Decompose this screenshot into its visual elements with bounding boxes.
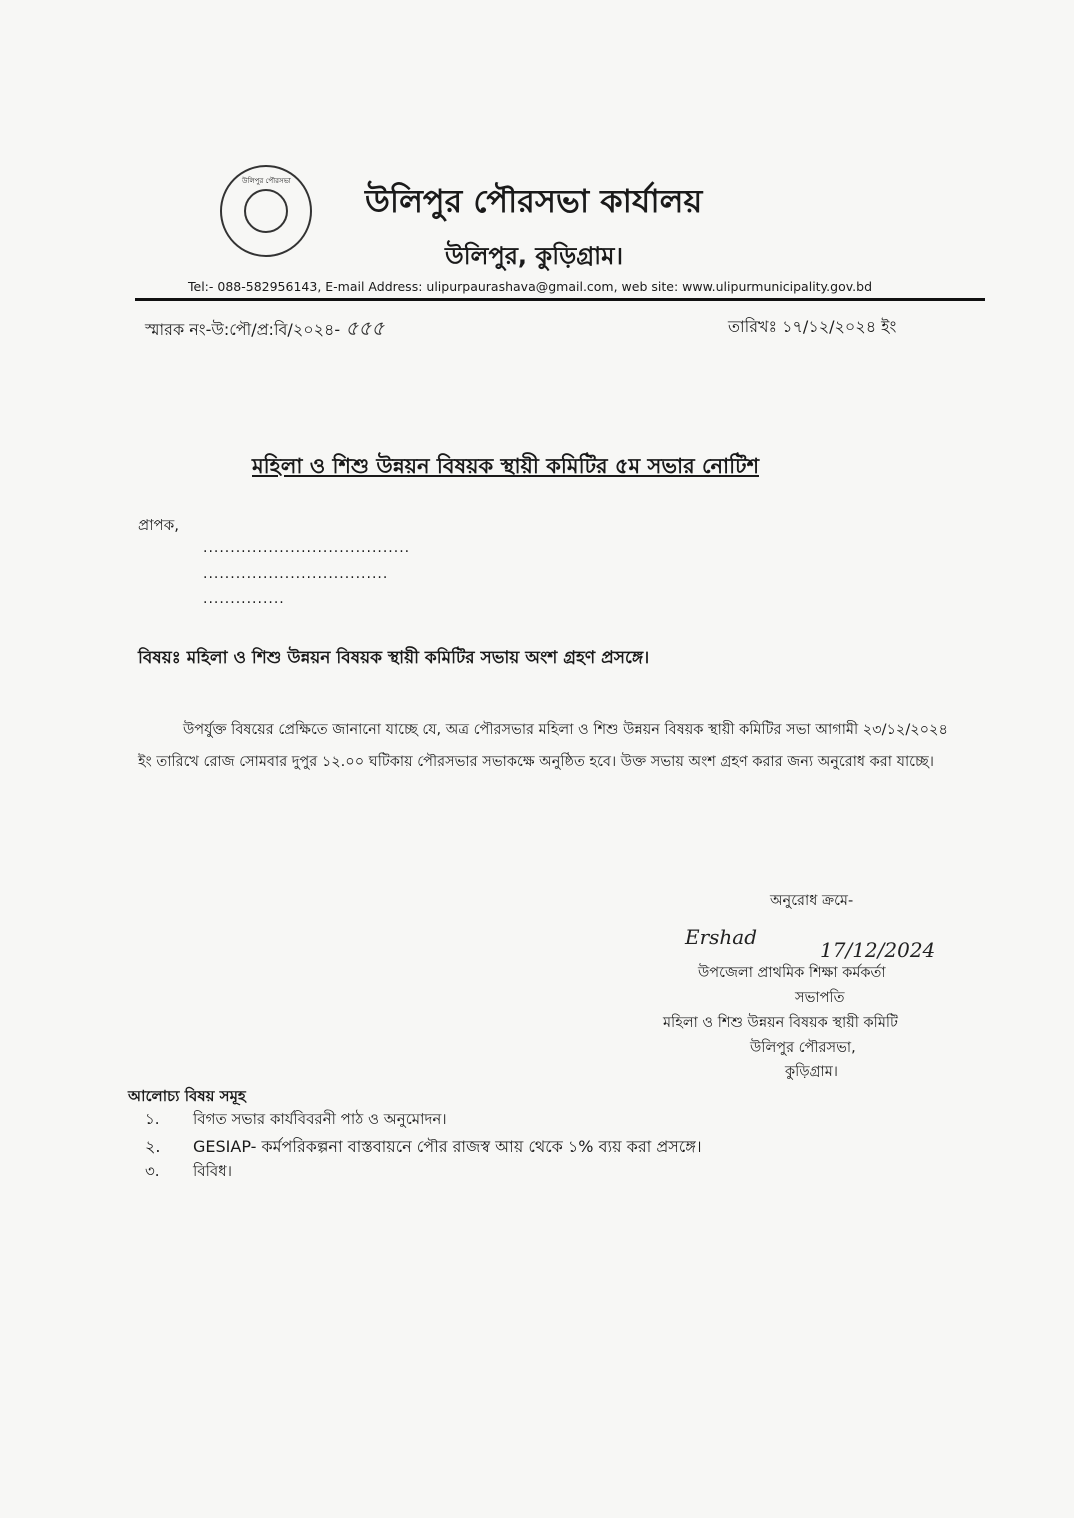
signatory-role: সভাপতি [795,990,845,1006]
agenda-text: বিবিধ। [193,1162,233,1180]
memo-number [145,314,384,347]
agenda-text: GESIAP- কর্মপরিকল্পনা বাস্তবায়নে পৌর রাজস্ব আয় থেকে ১% ব্যয় করা প্রসঙ্গে। [193,1137,702,1156]
recipient-line: .................................. [203,566,389,582]
committee-name: মহিলা ও শিশু উন্নয়ন বিষয়ক স্থায়ী কমিটি [663,1015,898,1031]
subject-line: বিষয়ঃ মহিলা ও শিশু উন্নয়ন বিষয়ক স্থায়ী কমিটির সভায় অংশ গ্রহণ প্রসঙ্গে। [138,648,650,668]
memo-prefix: স্মারক নং-উ:পৌ/প্র:বি/২০২৪- [145,320,341,339]
agenda-number: ১. [145,1110,160,1128]
body-paragraph: উপর্যুক্ত বিষয়ের প্রেক্ষিতে জানানো যাচ্ছে যে, অত্র পৌরসভার মহিলা ও শিশু উন্নয়ন বিষয়ক স্থায়ী কমিটির সভা আগামী ২৩/১২/২০২৪ ইং তারিখে রোজ সোমবার দুপুর ১২.০০ ঘটিকায় পৌরসভার সভাকক্ষে অনুষ্ঠিত হবে। উক্ত সভায় অংশ গ্রহণ করার জন্য অনুরোধ করা যাচ্ছে। [138,722,948,770]
municipality-seal-logo [220,165,312,257]
agenda-item [145,1108,447,1133]
signatory-designation: উপজেলা প্রাথমিক শিক্ষা কর্মকর্তা [698,965,886,981]
signature-date: 17/12/2024 [820,938,936,962]
office-name: উলিপুর পৌরসভা, [750,1040,856,1056]
recipient-line: ............... [203,591,285,607]
memo-date: তারিখঃ ১৭/১২/২০২৪ ইং [728,317,897,336]
recipient-line: ...................................... [203,540,411,556]
agenda-number: ৩. [145,1162,160,1180]
seal-emblem [244,189,288,233]
notice-heading: মহিলা ও শিশু উন্নয়ন বিষয়ক স্থায়ী কমিটির ৫ম সভার নোটিশ [252,454,759,478]
handwritten-signature: Ershad [685,925,758,949]
request-text: অনুরোধ ক্রমে- [770,893,854,909]
agenda-number: ২. [145,1137,161,1156]
agenda-item [145,1134,702,1161]
district-name: কুড়িগ্রাম। [785,1064,838,1080]
office-location: উলিপুর, কুড়িগ্রাম। [445,242,624,270]
seal-text: উলিপুর পৌরসভা [242,177,291,185]
header-divider [135,298,985,301]
agenda-text: বিগত সভার কার্যবিবরনী পাঠ ও অনুমোদন। [193,1110,447,1128]
agenda-item [145,1160,232,1185]
contact-info: Tel:- 088-582956143, E-mail Address: ulipurpaurashava@gmail.com, web site: www.ulipurmunicipality.gov.bd [188,279,873,294]
memo-handwritten-number: ৫৫৫ [345,316,385,340]
office-title: উলিপুর পৌরসভা কার্যালয় [365,182,703,220]
agenda-heading: আলোচ্য বিষয় সমূহ [128,1087,246,1105]
recipient-label: প্রাপক, [138,516,179,534]
